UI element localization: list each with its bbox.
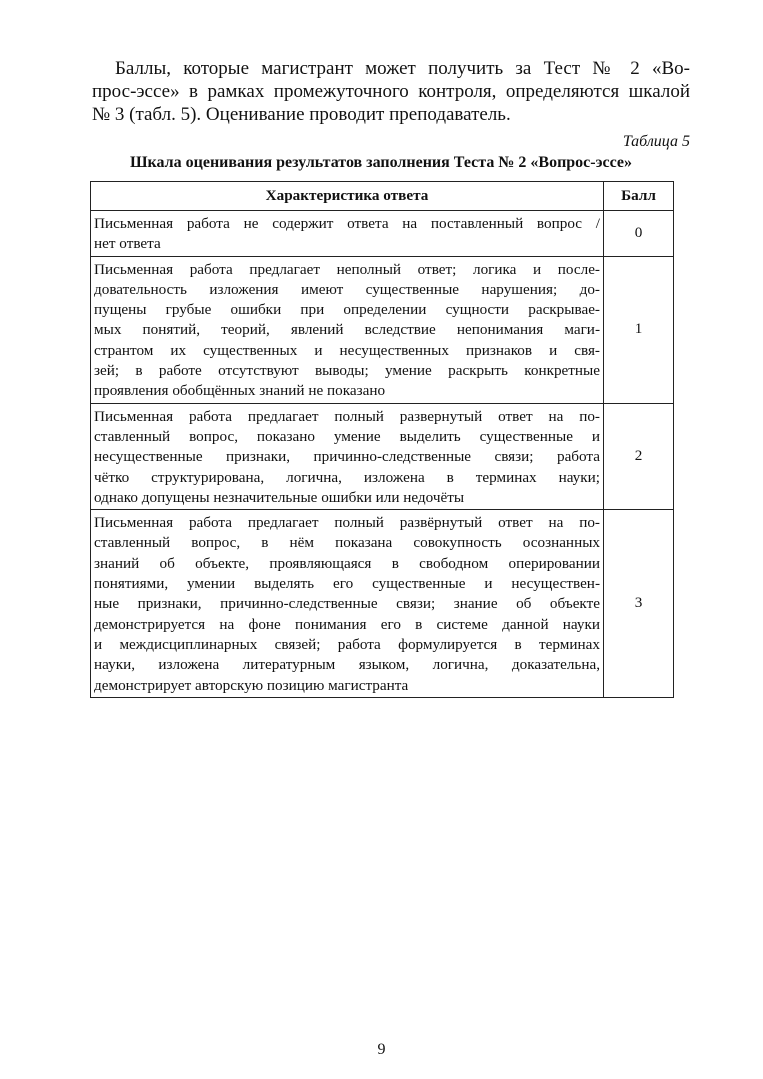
table-row bbox=[91, 403, 674, 509]
table-title: Шкала оценивания результатов заполнения Теста № 2 «Вопрос-эссе» bbox=[129, 154, 633, 171]
description-line: ставленный вопрос, показано умение выделить существенные и bbox=[94, 427, 600, 445]
description-line: мых понятий, теорий, явлений вследствие непонимания маги- bbox=[94, 321, 600, 339]
row-score: 2 bbox=[604, 403, 674, 509]
description-line: понятиями, умении выделять его существенные и несуществен- bbox=[94, 575, 600, 593]
page-number: 9 bbox=[377, 1041, 386, 1058]
paragraph-line-2: прос-эссе» в рамках промежуточного контроля, определяются шкалой bbox=[92, 81, 690, 102]
description-line: Письменная работа предлагает неполный ответ; логика и после- bbox=[94, 260, 600, 278]
description-line: однако допущены незначительные ошибки или недочёты bbox=[94, 488, 465, 506]
paragraph-line-3: № 3 (табл. 5). Оценивание проводит преподаватель. bbox=[92, 104, 511, 125]
table-row bbox=[91, 211, 674, 257]
description-line: знаний об объекте, проявляющаяся в свободном оперировании bbox=[94, 554, 600, 572]
description-line: проявления обобщённых знаний не показано bbox=[94, 382, 386, 400]
grading-table bbox=[90, 181, 674, 698]
description-line: ные признаки, причинно-следственные связи; знание об объекте bbox=[94, 595, 600, 613]
description-line: ставленный вопрос, в нём показана совокупность осознанных bbox=[94, 534, 600, 552]
description-line: демонстрируется на фоне понимания его в системе данной науки bbox=[94, 615, 600, 633]
description-line: довательность изложения имеют существенные нарушения; до- bbox=[94, 280, 600, 298]
row-description bbox=[91, 510, 604, 698]
paragraph-line-1: Баллы, которые магистрант может получить за Тест № 2 «Во- bbox=[115, 58, 690, 79]
description-line: Письменная работа не содержит ответа на поставленный вопрос / bbox=[94, 215, 600, 232]
table-row bbox=[91, 510, 674, 698]
description-line: зей; в работе отсутствуют выводы; умение раскрыть конкретные bbox=[94, 362, 600, 380]
description-line: науки, изложена литературным языком, логична, доказательна, bbox=[94, 656, 600, 674]
description-line: демонстрирует авторскую позицию магистранта bbox=[94, 676, 409, 694]
row-score: 3 bbox=[604, 510, 674, 698]
table-header-row bbox=[91, 182, 674, 211]
row-score: 0 bbox=[604, 211, 674, 257]
table-row bbox=[91, 256, 674, 403]
description-line: Письменная работа предлагает полный развернутый ответ на по- bbox=[94, 407, 600, 425]
description-line: Письменная работа предлагает полный развёрнутый ответ на по- bbox=[94, 514, 600, 532]
description-line: несущественные признаки, причинно-следственные связи; работа bbox=[94, 448, 600, 466]
row-description bbox=[91, 211, 604, 257]
table-caption: Таблица 5 bbox=[622, 133, 690, 150]
row-score: 1 bbox=[604, 256, 674, 403]
row-description bbox=[91, 256, 604, 403]
header-characteristic: Характеристика ответа bbox=[91, 182, 604, 211]
description-line: нет ответа bbox=[94, 235, 161, 253]
row-description bbox=[91, 403, 604, 509]
description-line: пущены грубые ошибки при определении сущности раскрывае- bbox=[94, 301, 600, 319]
description-line: чётко структурирована, логична, изложена в терминах науки; bbox=[94, 468, 600, 486]
description-line: странтом их существенных и несущественных признаков и свя- bbox=[94, 341, 600, 359]
description-line: и междисциплинарных связей; работа формулируется в терминах bbox=[94, 635, 600, 653]
header-score: Балл bbox=[604, 182, 674, 211]
